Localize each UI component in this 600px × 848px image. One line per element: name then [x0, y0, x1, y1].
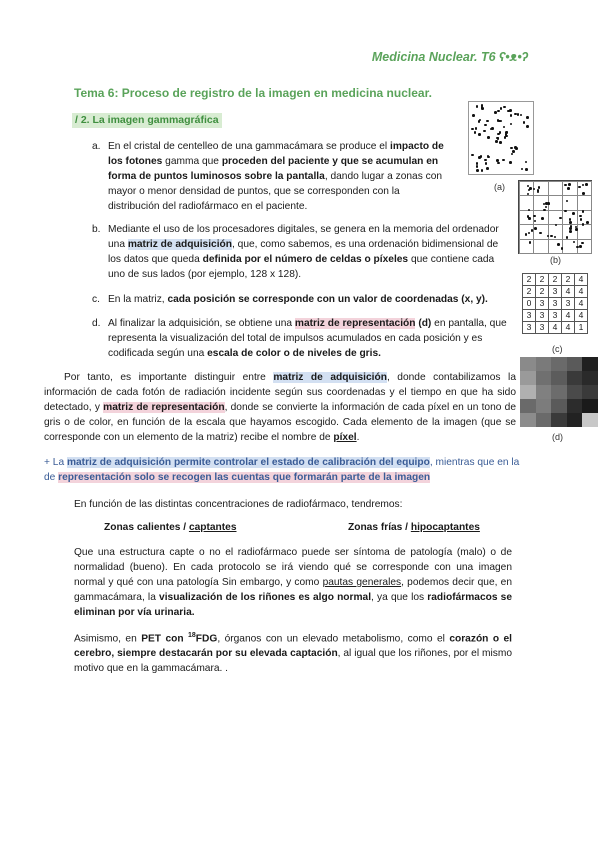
page-title: Tema 6: Proceso de registro de la imagen en medicina nuclear. [74, 86, 432, 100]
text-run: Por tanto, es importante distinguir entre [64, 372, 274, 383]
matrix-cell: 3 [549, 298, 562, 310]
scatter-dot [472, 114, 475, 117]
text-run: en pantalla, que representa la visualización del total de impulsos acumulados en cada posición y es codificada según una [108, 318, 507, 359]
matrix-cell: 4 [549, 322, 562, 334]
gray-cell [567, 413, 583, 427]
text-run: , al igual que los riñones, por el mismo motivo que en la gammacámara. . [74, 648, 513, 675]
list-item-a [92, 139, 454, 214]
scatter-dot [511, 153, 514, 156]
matrix-row [523, 310, 588, 322]
highlight-acquisition-matrix: matriz de adquisición [273, 372, 387, 383]
scatter-dot [481, 169, 484, 172]
scatter-dot [514, 146, 517, 149]
scatter-dot [529, 187, 532, 190]
gray-cell [520, 385, 536, 399]
scatter-dot [484, 159, 487, 162]
scatter-dot [582, 192, 585, 195]
grid-cell [577, 224, 592, 239]
scatter-dot [580, 218, 583, 221]
list-label: b. [92, 224, 101, 235]
matrix-cell: 3 [549, 286, 562, 298]
gray-cell [582, 413, 598, 427]
highlight-acquisition-matrix: matriz de adquisición [127, 239, 232, 250]
scatter-dot [579, 245, 582, 248]
list-item-c [92, 292, 512, 307]
scatter-dot [528, 217, 531, 220]
scatter-dot [476, 169, 479, 172]
scatter-dot [503, 106, 506, 109]
text-run: , órganos con un elevado metabolismo, como el [217, 633, 450, 645]
scatter-dot [476, 165, 479, 168]
matrix-row [523, 298, 588, 310]
matrix-cell: 3 [536, 322, 549, 334]
bold-text: escala de color o de niveles de gris. [207, 348, 381, 359]
figure-d-caption: (d) [552, 432, 563, 442]
gray-cell [582, 357, 598, 371]
figure-a-caption: (a) [494, 182, 505, 192]
figure-a-scatter-dots [468, 101, 534, 175]
scatter-dot [495, 140, 498, 143]
pixel-term: píxel [333, 432, 357, 443]
gray-cell [520, 413, 536, 427]
grid-cell [577, 195, 592, 210]
paragraph-pathology [74, 545, 512, 620]
paragraph-pet [74, 628, 512, 676]
text-run: , donde contabilizamos la información de cada fotón de radiación incidente según sus coordenadas y el tiempo en que ha sido detectado, y [44, 372, 516, 413]
scatter-dot [471, 128, 474, 131]
text-run: Mediante el uso de los procesadores digitales, se genera en la memoria del ordenador una [108, 224, 499, 250]
text-run: Zonas calientes / [104, 522, 189, 533]
gray-cell [551, 371, 567, 385]
scatter-dot [568, 183, 571, 186]
scatter-dot [486, 120, 489, 123]
grid-cell [519, 224, 534, 239]
text-run: gamma que [162, 156, 222, 167]
bold-text: proceden del paciente y que se acumulan en forma de puntos luminosos sobre la pantalla [108, 156, 439, 182]
scatter-dot [534, 227, 537, 230]
gray-cell [536, 371, 552, 385]
gray-cell [536, 413, 552, 427]
grid-cell [548, 195, 563, 210]
matrix-row [523, 286, 588, 298]
gray-cell [567, 371, 583, 385]
scatter-dot [539, 232, 542, 235]
hot-zones-label [104, 520, 237, 535]
scatter-dot [478, 156, 481, 159]
scatter-dot [496, 137, 499, 140]
text-run: , ya que los [371, 592, 428, 603]
text-run: Que una estructura capte o no el radiofármaco puede ser síntoma de patología (malo) o de normalidad (bueno). En cada protocolo se irá viendo qué se corresponde con una imagen normal y qué con una patología Sin embargo, y como [74, 547, 512, 588]
scatter-dot [531, 229, 534, 232]
scatter-dot [543, 209, 546, 212]
scatter-dot [554, 236, 557, 239]
matrix-cell: 3 [523, 310, 536, 322]
scatter-dot [559, 217, 562, 220]
text-run: En el cristal de centelleo de una gammacámara se produce el [108, 141, 391, 152]
list-item-d [92, 316, 512, 361]
scatter-dot [581, 242, 584, 245]
scatter-dot [557, 243, 560, 246]
list-label: a. [92, 141, 101, 152]
text-run: Asimismo, en [74, 633, 142, 645]
gray-cell [520, 357, 536, 371]
paragraph-distinction [44, 370, 516, 445]
highlight-acquisition-note: matriz de adquisición permite controlar el estado de calibración del equipo [66, 457, 430, 468]
bold-text: impacto de los fotones [108, 141, 444, 167]
scatter-dot [566, 236, 569, 239]
matrix-cell: 3 [549, 310, 562, 322]
scatter-dot [564, 184, 567, 187]
bold-text: (d) [415, 318, 432, 329]
scatter-dot [476, 105, 479, 108]
scatter-dot [572, 212, 575, 215]
grid-cell [533, 239, 548, 254]
highlight-representation-matrix: matriz de representación [294, 318, 416, 329]
intro-line: En función de las distintas concentraciones de radiofármaco, tendremos: [74, 499, 403, 510]
list-label: c. [92, 294, 100, 305]
matrix-cell: 3 [562, 298, 575, 310]
matrix-cell: 4 [562, 310, 575, 322]
text-run: + La [44, 457, 67, 468]
scatter-dot [523, 121, 526, 124]
matrix-cell: 2 [523, 274, 536, 286]
gray-cell [536, 385, 552, 399]
scatter-dot [474, 131, 477, 134]
gray-cell [567, 385, 583, 399]
text-run: , donde se convierte la información de cada píxel en un tono de gris o de color, en función de la escala que hayamos escogido. Cada elemento de la imagen (que se corresponde con un elemento de la matriz) recibe el nombre de [44, 402, 516, 443]
text-run: , podemos decir que, en gammacámara, la [74, 577, 512, 603]
list-item-b [92, 222, 512, 282]
scatter-dot [585, 183, 588, 186]
scatter-dot [483, 130, 486, 133]
scatter-dot [497, 162, 500, 165]
scatter-dot [569, 227, 572, 230]
scatter-dot [526, 116, 529, 119]
grid-cell [577, 210, 592, 225]
matrix-row [523, 274, 588, 286]
bold-text: FDG [195, 633, 218, 645]
figure-b-grid-dots [518, 180, 592, 254]
gray-cell [551, 399, 567, 413]
gray-cell [582, 371, 598, 385]
bold-text: visualización de los riñones es algo normal [159, 592, 372, 603]
gray-cell [536, 357, 552, 371]
matrix-cell: 0 [523, 298, 536, 310]
text-run: , dando lugar a zonas con mayor o menor densidad de puntos, que se corresponden con la distribución del radiofármaco en el paciente. [108, 171, 443, 212]
scatter-dot [533, 215, 536, 218]
matrix-cell: 2 [523, 286, 536, 298]
text-run: hipocaptantes [410, 522, 480, 533]
section-subtitle: / 2. La imagen gammagráfica [72, 113, 222, 128]
list-label: d. [92, 318, 101, 329]
scatter-dot [525, 168, 528, 171]
bold-text: PET con [141, 633, 188, 645]
figure-d-gray-matrix [520, 357, 598, 427]
grid-cell [519, 195, 534, 210]
grid-cell [562, 195, 577, 210]
matrix-cell: 3 [536, 298, 549, 310]
scatter-dot [490, 128, 493, 131]
scatter-dot [586, 221, 589, 224]
matrix-cell: 1 [575, 322, 588, 334]
scatter-dot [500, 107, 503, 110]
text-run: Al finalizar la adquisición, se obtiene una [108, 318, 295, 329]
scatter-dot [517, 113, 520, 116]
gray-cell [520, 399, 536, 413]
matrix-cell: 2 [536, 274, 549, 286]
text-run: Zonas frías / [348, 522, 411, 533]
grid-cell [519, 239, 534, 254]
scatter-dot [520, 114, 523, 117]
matrix-cell: 2 [562, 274, 575, 286]
scatter-dot [471, 154, 474, 157]
scatter-dot [509, 161, 512, 164]
scatter-dot [499, 131, 502, 134]
scatter-dot [498, 120, 501, 123]
gray-cell [567, 399, 583, 413]
scatter-dot [582, 223, 585, 226]
matrix-cell: 4 [562, 286, 575, 298]
scatter-dot [525, 161, 528, 164]
scatter-dot [502, 159, 505, 162]
scatter-dot [497, 110, 500, 113]
grid-cell [548, 181, 563, 196]
matrix-cell: 2 [536, 286, 549, 298]
scatter-dot [503, 126, 506, 129]
scatter-dot [541, 217, 544, 220]
bold-text: corazón o el cerebro, siempre destacarán por su elevada captación [74, 633, 512, 660]
bold-text: definida por el número de celdas o píxeles [202, 254, 409, 265]
scatter-dot [479, 119, 482, 122]
scatter-dot [575, 228, 578, 231]
scatter-dot [487, 136, 490, 139]
figure-b-caption: (b) [550, 255, 561, 265]
scatter-dot [486, 167, 489, 170]
highlight-representation-note: representación solo se recogen las cuentas que formarán parte de la imagen [58, 472, 431, 483]
scatter-dot [510, 114, 513, 117]
matrix-cell: 4 [575, 310, 588, 322]
scatter-dot [512, 150, 515, 153]
scatter-dot [494, 111, 497, 114]
highlight-representation-matrix: matriz de representación [103, 402, 225, 413]
text-run: , que, como sabemos, es una ordenación bidimensional de los datos que queda [108, 239, 499, 265]
gray-cell [582, 385, 598, 399]
scatter-dot [569, 221, 572, 224]
figure-c-matrix [522, 273, 588, 334]
cold-zones-label [348, 520, 480, 535]
matrix-cell: 2 [549, 274, 562, 286]
matrix-cell: 4 [575, 298, 588, 310]
grid-cell [548, 239, 563, 254]
superscript: 18 [188, 632, 196, 639]
scatter-dot [525, 233, 528, 236]
scatter-dot [476, 162, 479, 165]
document-header: Medicina Nuclear. T6 ʕ•ᴥ•ʔ [371, 50, 528, 64]
gray-cell [551, 357, 567, 371]
text-run: pautas generales [322, 577, 402, 588]
matrix-cell: 3 [523, 322, 536, 334]
gray-cell [520, 371, 536, 385]
matrix-cell: 4 [575, 274, 588, 286]
scatter-dot [475, 127, 478, 130]
text-run: que contiene cada uno de sus lados (por ejemplo, 128 x 128). [108, 254, 495, 280]
bold-text: cada posición se corresponde con un valor de coordenadas (x, y). [167, 294, 488, 305]
gray-cell [536, 399, 552, 413]
scatter-dot [507, 110, 510, 113]
note-paragraph [44, 455, 520, 485]
scatter-dot [481, 104, 484, 107]
scatter-dot [579, 215, 582, 218]
scatter-dot [521, 168, 524, 171]
gray-cell [567, 357, 583, 371]
scatter-dot [545, 202, 548, 205]
gray-cell [582, 399, 598, 413]
grid-cell [533, 181, 548, 196]
scatter-dot [485, 162, 488, 165]
gray-cell [551, 413, 567, 427]
scatter-dot [510, 123, 513, 126]
gray-cell [551, 385, 567, 399]
text-run: . [356, 432, 360, 443]
matrix-cell: 4 [562, 322, 575, 334]
text-run: , mientras que en la de [44, 457, 520, 483]
scatter-dot [499, 141, 502, 144]
scatter-dot [526, 125, 529, 128]
scatter-dot [567, 187, 570, 190]
scatter-dot [484, 124, 487, 127]
text-run: captantes [188, 522, 237, 533]
matrix-cell: 3 [536, 310, 549, 322]
scatter-dot [478, 133, 481, 136]
bold-text: radiofármacos se eliminan por vía urinaria. [74, 592, 512, 618]
matrix-cell: 4 [575, 286, 588, 298]
matrix-row [523, 322, 588, 334]
scatter-dot [510, 147, 513, 150]
figure-c-caption: (c) [552, 344, 563, 354]
text-run: En la matriz, [108, 294, 168, 305]
scatter-dot [569, 230, 572, 233]
